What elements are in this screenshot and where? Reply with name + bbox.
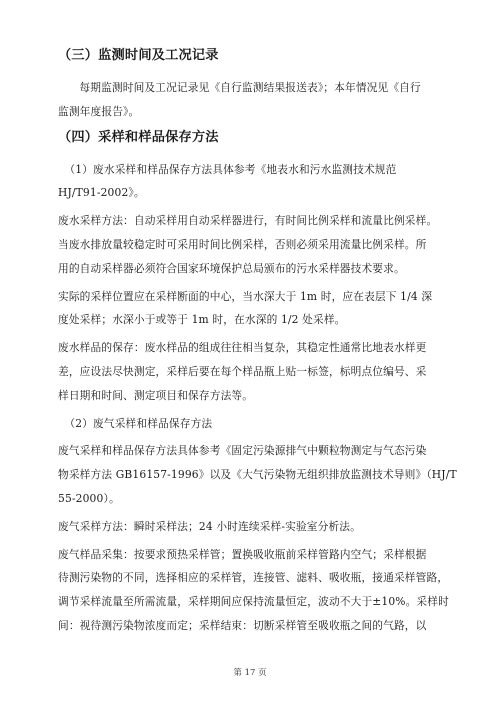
text-line: 当废水排放量较稳定时可采用时间比例采样，否则必须采用流量比例采样。所 xyxy=(58,237,427,251)
paragraph-wastewater-sample-storage xyxy=(58,336,468,407)
text-line: 每期监测时间及工况记录见《自行监测结果报送表》；本年情况见《自行 xyxy=(79,81,421,94)
paragraph-exhaust-gas-sample-collection xyxy=(58,543,468,638)
text-line: 物采样方法 GB16157-1996》以及《大气污染物无组织排放监测技术导则》（HJ/T xyxy=(58,468,457,482)
section-heading-sampling-methods: （四）采样和样品保存方法 xyxy=(58,129,219,145)
text-line: 55-2000）。 xyxy=(58,491,120,505)
text-line: 废水样品的保存：废水样品的组成往往相当复杂，其稳定性通常比地表水样更 xyxy=(58,341,427,355)
text-line: 样日期和时间、测定项目和保存方法等。 xyxy=(58,388,254,402)
text-line: 实际的采样位置应在采样断面的中心，当水深大于 1m 时，应在表层下 1/4 深 xyxy=(58,289,433,303)
text-line: 差，应设法尽快测定，采样后要在每个样品瓶上贴一标签，标明点位编号、采 xyxy=(58,364,427,378)
text-line: 间：视待测污染物浓度而定；采样结束：切断采样管至吸收瓶之间的气路，以 xyxy=(58,618,427,632)
text-line: 废气采样和样品保存方法具体参考《固定污染源排气中颗粒物测定与气态污染 xyxy=(58,444,427,458)
page-content xyxy=(58,46,468,642)
text-line: 废气样品采集：按要求预热采样管；置换吸收瓶前采样管路内空气；采样根据 xyxy=(58,547,427,561)
text-line: 度处采样；水深小于或等于 1m 时，在水深的 1/2 处采样。 xyxy=(58,313,346,327)
paragraph-exhaust-gas-sampling-method xyxy=(58,515,468,539)
text-line: 监测年度报告》。 xyxy=(58,104,140,118)
page-number: 第 17 页 xyxy=(233,668,267,678)
paragraph-exhaust-gas-reference xyxy=(58,439,468,510)
paragraph-wastewater-sampling-position xyxy=(58,285,468,333)
text-line: HJ/T91-2002》。 xyxy=(58,186,145,200)
text-line: 废气采样方法：瞬时采样法；24 小时连续采样-实验室分析法。 xyxy=(58,519,361,533)
text-line: 用的自动采样器必须符合国家环境保护总局颁布的污水采样器技术要求。 xyxy=(58,261,405,275)
text-line: （2）废气采样和样品保存方法 xyxy=(64,416,213,430)
text-line: 待测污染物的不同，选择相应的采样管，连接管、滤料、吸收瓶，接通采样管路， xyxy=(58,571,449,585)
paragraph-exhaust-gas-subheading xyxy=(58,412,468,436)
paragraph-wastewater-sampling-method xyxy=(58,209,468,280)
text-line: 废水采样方法：自动采样用自动采样器进行，有时间比例采样和流量比例采样。 xyxy=(58,214,438,228)
text-line: （1）废水采样和样品保存方法具体参考《地表水和污水监测技术规范 xyxy=(64,162,397,176)
section-heading-monitoring-time: （三）监测时间及工况记录 xyxy=(58,48,219,63)
paragraph-monitoring-time-records xyxy=(58,76,468,124)
text-line: 调节采样流量至所需流量，采样期间应保持流量恒定，波动不大于±10%。采样时 xyxy=(58,595,449,609)
paragraph-wastewater-reference xyxy=(58,158,468,206)
